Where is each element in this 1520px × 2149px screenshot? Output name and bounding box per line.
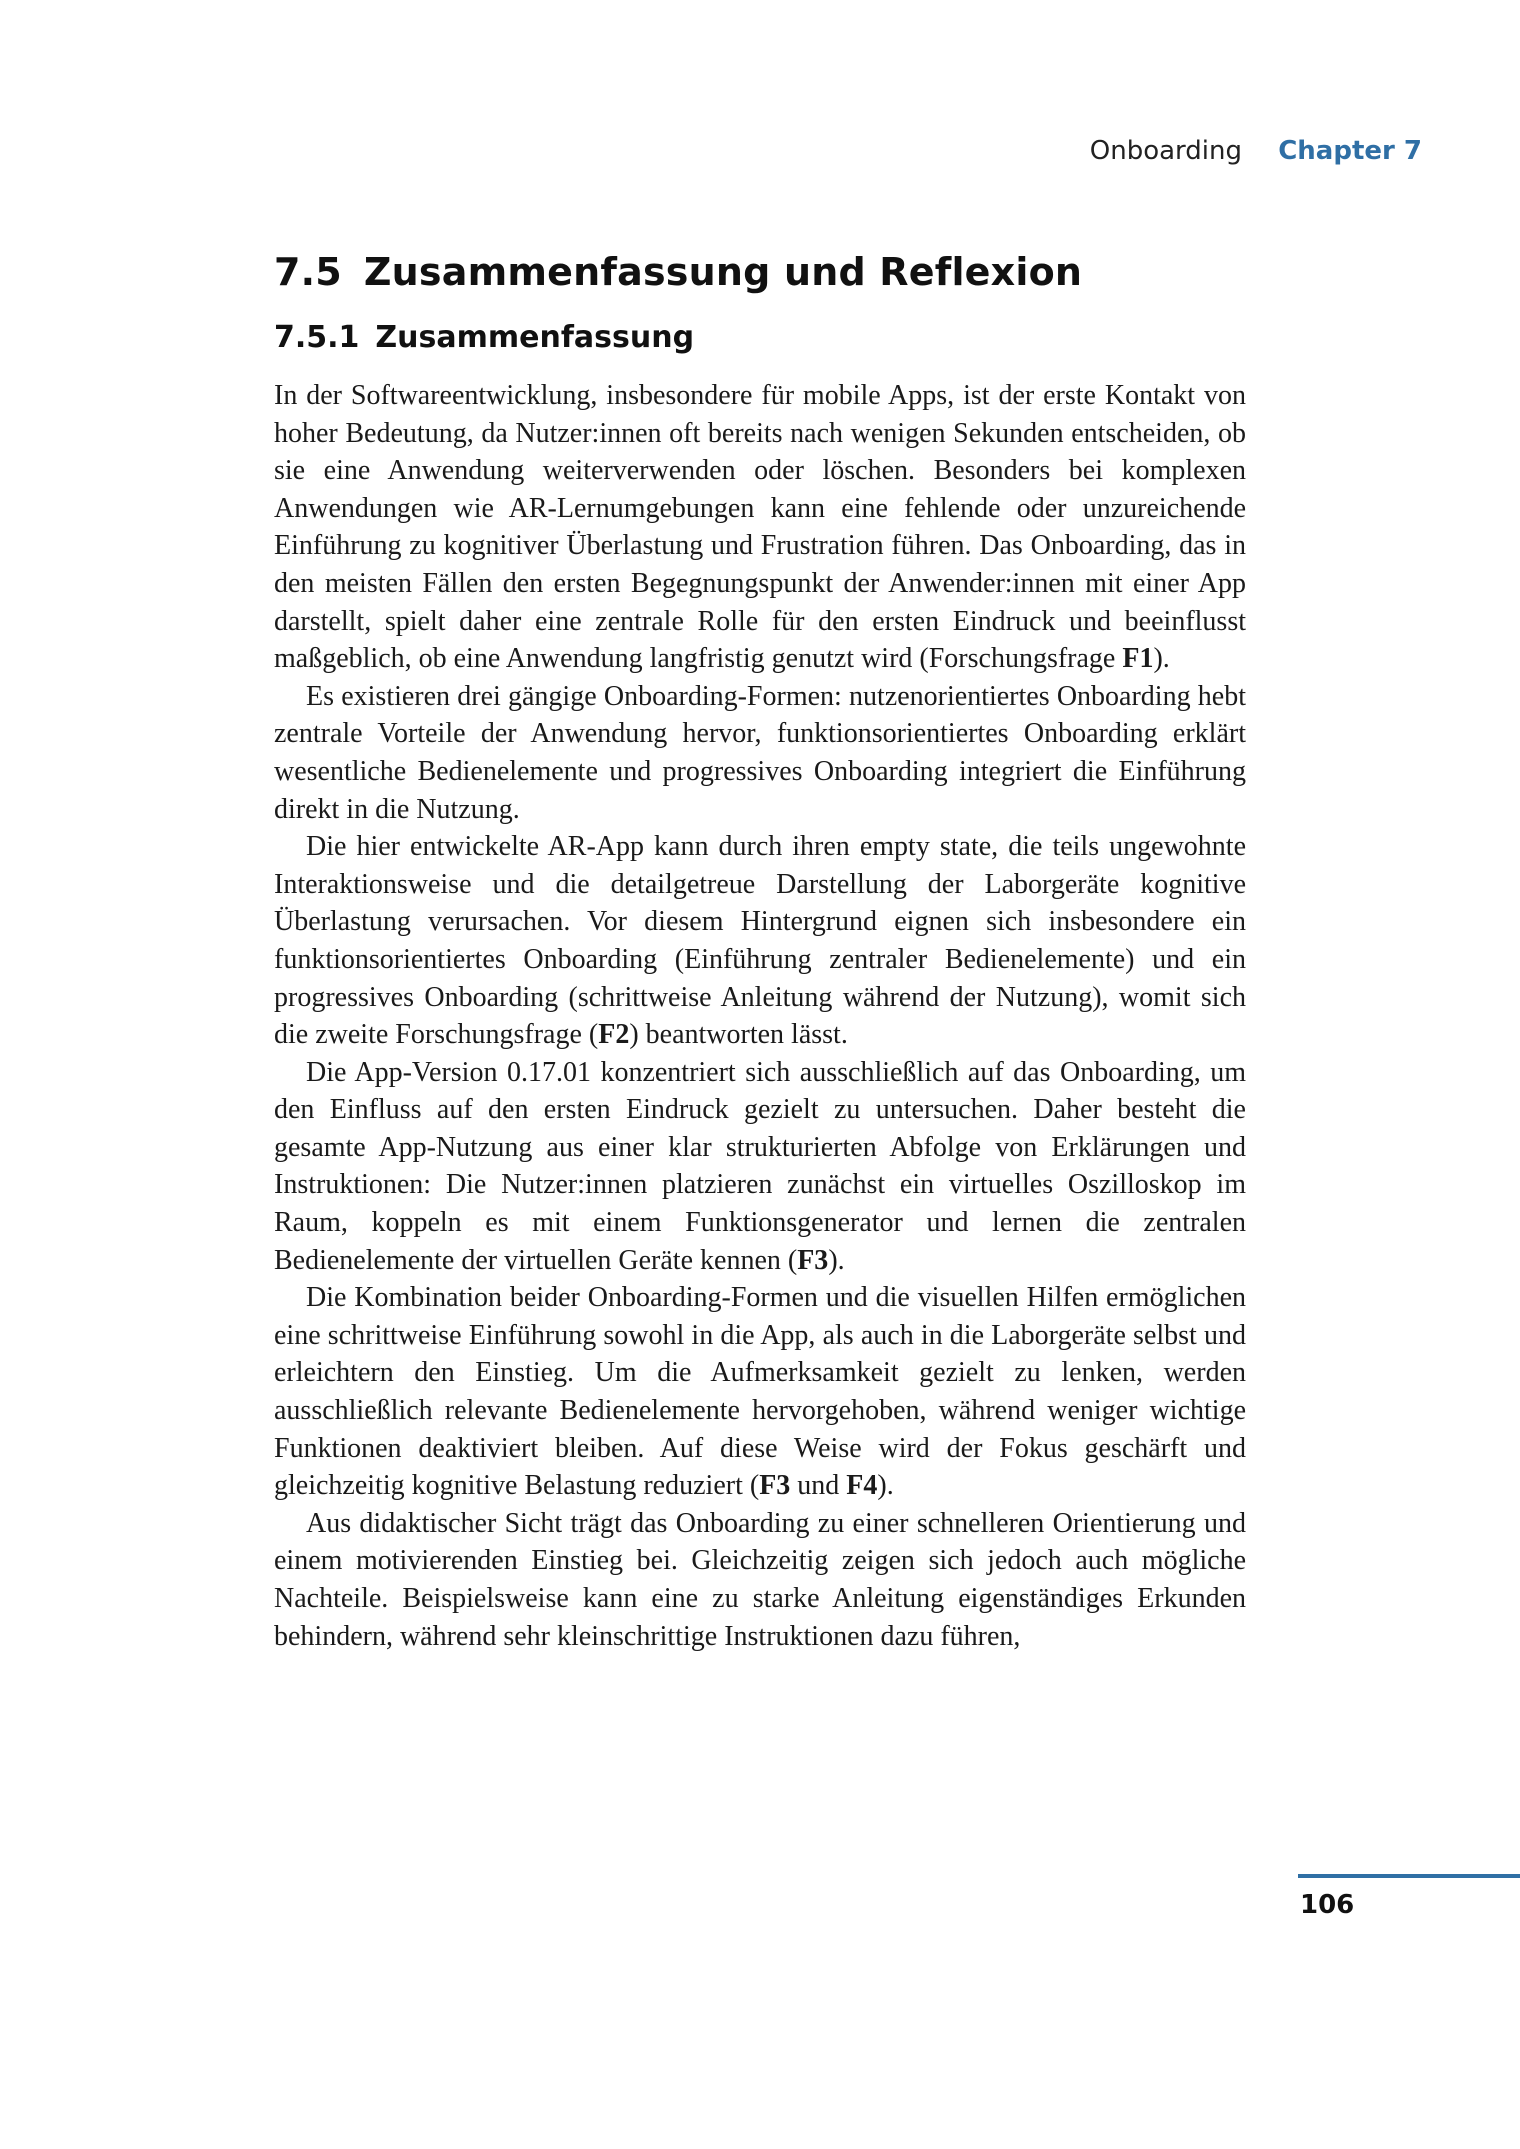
research-question-ref: F3 (759, 1470, 791, 1502)
research-question-ref: F1 (1122, 643, 1154, 675)
section-heading (274, 250, 1246, 294)
paragraph-text: Die App-Version 0.17.01 konzentriert sich ausschließlich auf das Onboarding, um den Einfluss auf den ersten Eindruck gezielt zu untersuchen. Daher besteht die gesamte App-Nutzung aus einer klar strukturierten Abfolge von Erklärungen und Instruktionen: Die Nutzer:innen platzieren zunächst ein virtuelles Oszilloskop im Raum, koppeln es mit einem Funktionsgenerator und lernen die zentralen Bedienelemente der virtuellen Geräte kennen ( (274, 1056, 1246, 1276)
section-number: 7.5 (274, 250, 342, 294)
footer-rule (1298, 1874, 1520, 1878)
section-title: Zusammenfassung und Reflexion (363, 250, 1083, 294)
running-header (1089, 130, 1430, 170)
subsection-title: Zusammenfassung (375, 320, 695, 355)
paragraph-text: Die hier entwickelte AR-App kann durch ihren empty state, die teils ungewohnte Interaktionsweise und die detailgetreue Darstellung der Laborgeräte kognitive Überlastung verursachen. Vor diesem Hintergrund eignen sich insbesondere ein funktionsorientiertes Onboarding (Einführung zentraler Bedienelemente) und ein progressives Onboarding (schrittweise Anleitung während der Nutzung), womit sich die zweite Forschungsfrage ( (274, 831, 1246, 1051)
page-content (274, 250, 1246, 1655)
paragraph-text: In der Softwareentwicklung, insbesondere für mobile Apps, ist der erste Kontakt von hoher Bedeutung, da Nutzer:innen oft bereits nach wenigen Sekunden entscheiden, ob sie eine Anwendung weiterverwenden oder löschen. Besonders bei komplexen Anwendungen wie AR-Lernumgebungen kann eine fehlende oder unzureichende Einführung zu kognitiver Überlastung und Frustration führen. Das Onboarding, das in den meisten Fällen den ersten Begegnungspunkt der Anwender:innen mit einer App darstellt, spielt daher eine zentrale Rolle für den ersten Eindruck und beeinflusst maßgeblich, ob eine Anwendung langfristig genutzt wird (Forschungsfrage (274, 380, 1246, 675)
research-question-ref: F4 (846, 1470, 878, 1502)
paragraph-3 (274, 828, 1246, 1054)
paragraph-2: Es existieren drei gängige Onboarding-Formen: nutzenorientiertes Onboarding hebt zentrale Vorteile der Anwendung hervor, funktionsorientiertes Onboarding erklärt wesentliche Bedienelemente und progressives Onboarding integriert die Einführung direkt in die Nutzung. (274, 680, 1246, 825)
paragraph-6: Aus didaktischer Sicht trägt das Onboarding zu einer schnelleren Orientierung und einem motivierenden Einstieg bei. Gleichzeitig zeigen sich jedoch auch mögliche Nachteile. Beispielsweise kann eine zu starke Anleitung eigenständiges Erkunden behindern, während sehr kleinschrittige Instruktionen dazu führen, (274, 1507, 1246, 1652)
paragraph-text: ). (1153, 643, 1170, 675)
header-section-title: Onboarding (1089, 136, 1242, 166)
paragraph-5 (274, 1279, 1246, 1505)
header-chapter-label: Chapter 7 (1278, 136, 1422, 166)
paragraph-text: ) beantworten lässt. (629, 1019, 848, 1051)
research-question-ref: F3 (797, 1244, 829, 1276)
subsection-number: 7.5.1 (274, 320, 360, 355)
paragraph-text: Die Kombination beider Onboarding-Formen und die visuellen Hilfen ermöglichen eine schrittweise Einführung sowohl in die App, als auch in die Laborgeräte selbst und erleichtern den Einstieg. Um die Aufmerksamkeit gezielt zu lenken, werden ausschließlich relevante Bedienelemente hervorgehoben, während weniger wichtige Funktionen deaktiviert bleiben. Auf diese Weise wird der Fokus geschärft und gleichzeitig kognitive Belastung reduziert ( (274, 1282, 1246, 1502)
subsection-heading (274, 320, 1246, 355)
paragraph-text: und (790, 1470, 847, 1502)
paragraph-text: ). (877, 1470, 894, 1502)
research-question-ref: F2 (598, 1019, 630, 1051)
paragraph-4 (274, 1054, 1246, 1280)
paragraph-text: ). (828, 1244, 845, 1276)
paragraph-1 (274, 377, 1246, 678)
page-number: 106 (1300, 1890, 1355, 1920)
